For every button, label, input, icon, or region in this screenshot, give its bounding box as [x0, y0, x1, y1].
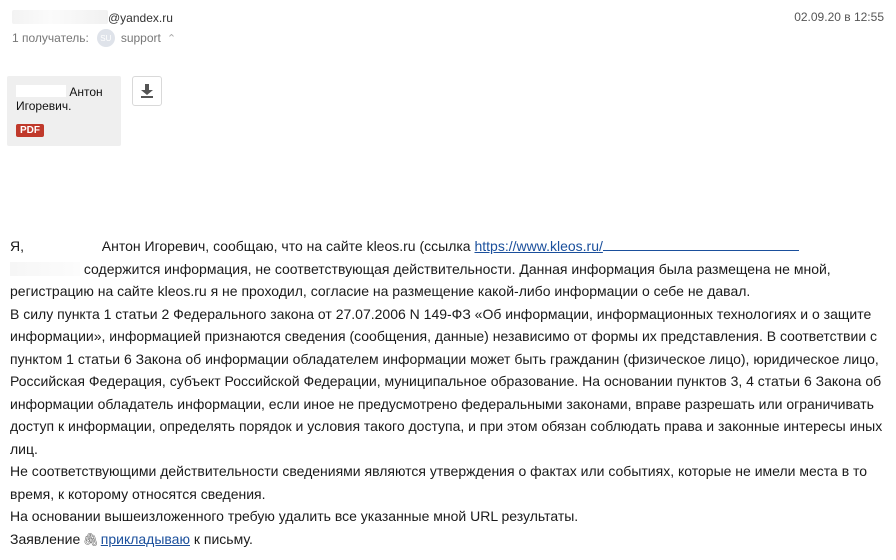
pdf-badge: PDF — [16, 124, 44, 137]
paperclip-icon: 🖇 — [82, 531, 99, 547]
redacted-link-path[interactable] — [603, 238, 799, 251]
redacted-link-tail — [10, 262, 80, 276]
body-line-2: содержится информация, не соответствующая действительности. Данная информация была размещена не мной, — [10, 258, 890, 281]
attachment-card[interactable] — [7, 76, 121, 146]
kleos-link[interactable]: https://www.kleos.ru/ — [474, 238, 603, 254]
chevron-up-icon[interactable]: ⌃ — [166, 32, 177, 45]
body-paragraph-demand: На основании вышеизложенного требую удалить все указанные мной URL результаты. — [10, 508, 579, 524]
redacted-surname — [16, 85, 66, 97]
recipients-label: 1 получатель: — [12, 31, 89, 45]
body-line-1: Я, Антон Игоревич, сообщаю, что на сайте kleos.ru (ссылка https://www.kleos.ru/ — [10, 235, 890, 258]
message-date: 02.09.20 в 12:55 — [794, 10, 884, 24]
body-paragraph-law: В силу пункта 1 статьи 2 Федерального закона от 27.07.2006 N 149-ФЗ «Об информации, информационных технологиях и о защите информации», информацией признаются сведения (сообщения, данные) независимо от формы их представления. В соответствии с пунктом 1 статьи 6 Закона об информации обладателем информации может быть гражданин (физическое лицо), юридическое лицо, Российская Федерация, субъект Российской Федерации, муниципальное образование. На основании пунктов 3, 4 статьи 6 Закона об информации обладатель информации, если иное не предусмотрено федеральными законами, вправе разрешать или ограничивать доступ к информации, определять порядок и условия такого доступа, и при этом обязан соблюдать права и законные интересы иных лиц. — [10, 305, 883, 457]
message-body — [10, 235, 890, 551]
recipient-avatar: SU — [97, 29, 115, 47]
sender-address[interactable] — [12, 10, 173, 25]
attachment-name: Антон Игоревич. — [16, 85, 103, 113]
redacted-sender-name — [12, 10, 108, 24]
body-line-3: регистрацию на сайте kleos.ru я не проходил, согласие на размещение какой-либо информации о себе не давал. — [10, 283, 751, 299]
recipient-name[interactable]: support — [120, 31, 161, 45]
download-button[interactable] — [132, 76, 162, 106]
download-icon — [140, 83, 154, 99]
sender-domain: @yandex.ru — [108, 11, 173, 25]
attach-link[interactable]: прикладываю — [100, 530, 190, 547]
body-paragraph-facts: Не соответствующими действительности сведениями являются утверждения о фактах или событиях, которые не имели места в то время, к которому относятся сведения. — [10, 463, 868, 502]
recipients-row — [12, 29, 176, 47]
body-paragraph-attach: Заявление 🖇 прикладываю к письму. — [10, 530, 253, 547]
